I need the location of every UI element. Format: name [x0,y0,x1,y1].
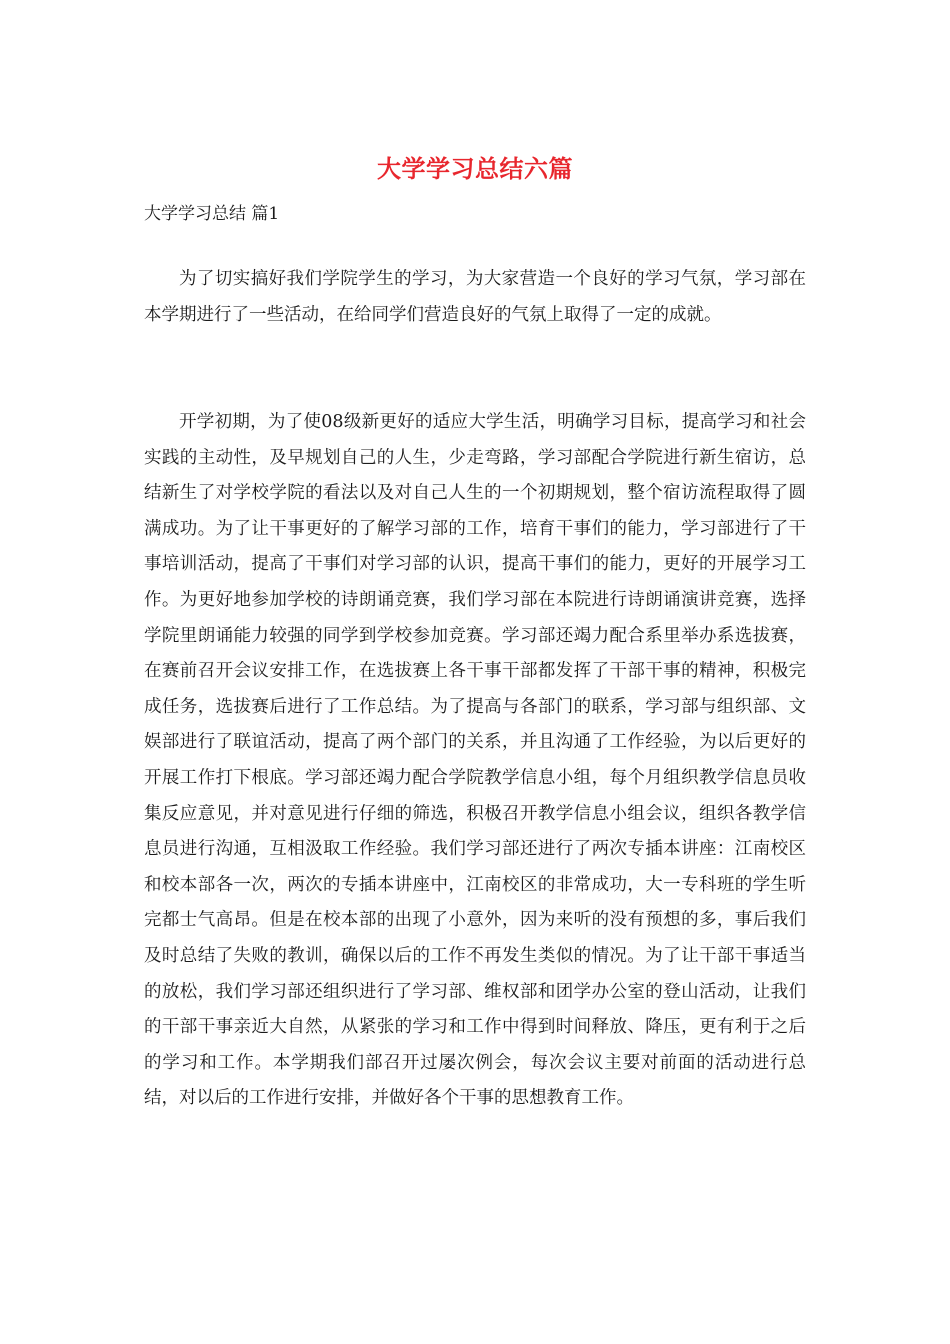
paragraph-1: 为了切实搞好我们学院学生的学习，为大家营造一个良好的学习气氛，学习部在本学期进行了一些活动，在给同学们营造良好的气氛上取得了一定的成就。 [144,269,806,325]
document-title: 大学学习总结六篇 [377,154,573,183]
paragraph-2: 开学初期，为了使08级新更好的适应大学生活，明确学习目标，提高学习和社会实践的主动性，及早规划自己的人生，少走弯路，学习部配合学院进行新生宿访，总结新生了对学校学院的看法以及对自己人生的一个初期规划，整个宿访流程取得了圆满成功。为了让干事更好的了解学习部的工作，培育干事们的能力，学习部进行了干事培训活动，提高了干事们对学习部的认识，提高干事们的能力，更好的开展学习工作。为更好地参加学校的诗朗诵竞赛，我们学习部在本院进行诗朗诵演讲竞赛，选择学院里朗诵能力较强的同学到学校参加竞赛。学习部还竭力配合系里举办系选拔赛，在赛前召开会议安排工作，在选拔赛上各干事干部都发挥了干部干事的精神，积极完成任务，选拔赛后进行了工作总结。为了提高与各部门的联系，学习部与组织部、文娱部进行了联谊活动，提高了两个部门的关系，并且沟通了工作经验，为以后更好的开展工作打下根底。学习部还竭力配合学院教学信息小组，每个月组织教学信息员收集反应意见，并对意见进行仔细的筛选，积极召开教学信息小组会议，组织各教学信息员进行沟通，互相汲取工作经验。我们学习部还进行了两次专插本讲座：江南校区和校本部各一次，两次的专插本讲座中，江南校区的非常成功，大一专科班的学生听完都士气高昂。但是在校本部的出现了小意外，因为来听的没有预想的多，事后我们及时总结了失败的教训，确保以后的工作不再发生类似的情况。为了让干部干事适当的放松，我们学习部还组织进行了学习部、维权部和团学办公室的登山活动，让我们的干部干事亲近大自然，从紧张的学习和工作中得到时间释放、降压，更有利于之后的学习和工作。本学期我们部召开过屡次例会，每次会议主要对前面的活动进行总结，对以后的工作进行安排，并做好各个干事的思想教育工作。 [144,412,806,1109]
section-heading: 大学学习总结 篇1 [144,204,280,224]
